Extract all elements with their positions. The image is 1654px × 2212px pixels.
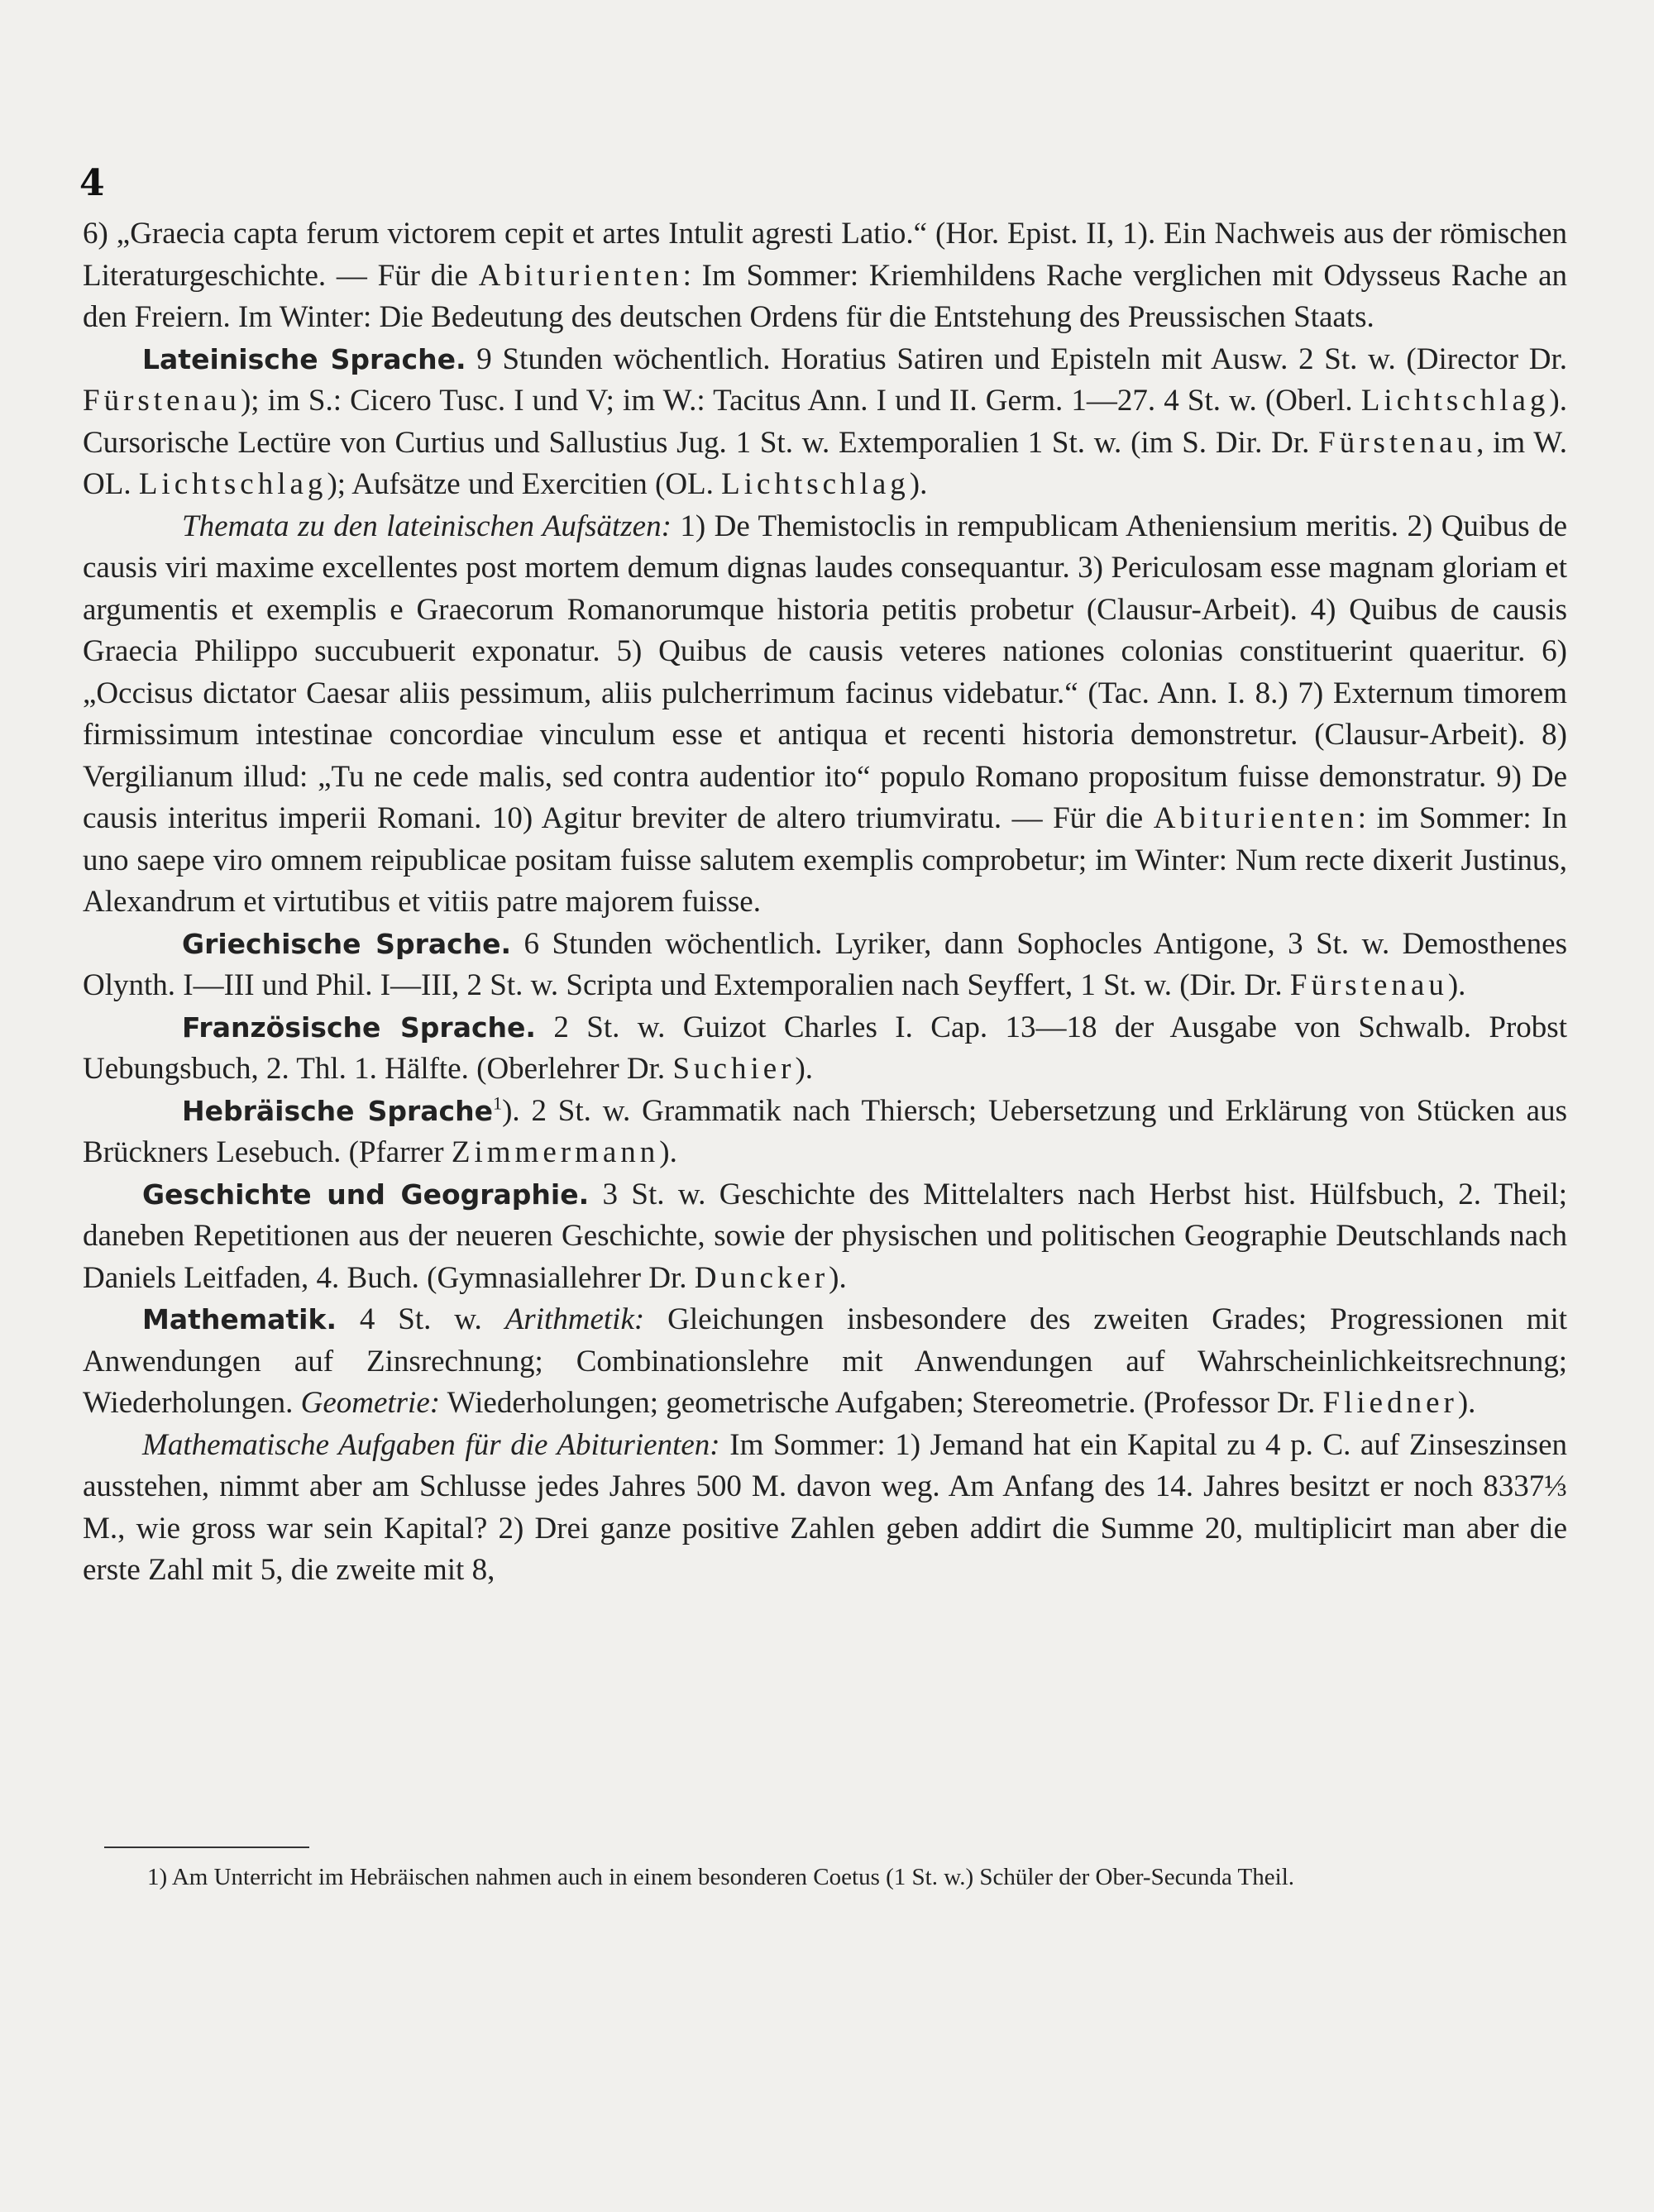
text-run: : Im Sommer: Kriemhildens Rache verglichen mit Odysseus Rache an den Freiern. Im Winter: Die Bedeutung des deutschen Ordens für die Entstehung des Preussischen Staats. xyxy=(83,258,1567,334)
teacher-name: Suchier xyxy=(672,1052,796,1086)
text-run: ). xyxy=(829,1260,847,1295)
paragraph-french xyxy=(83,1007,1567,1091)
paragraph-hebrew: Hebräische Sprache$^1$). 2 St. w. Grammatik nach Thiersch; Uebersetzung und Erklärung von Stücken aus Brückners Lesebuch. (Pfarrer Zimmermann). xyxy=(83,1092,1567,1169)
section-heading-greek: Griechische Sprache. xyxy=(182,927,512,960)
text-run: 3 St. w. Geschichte des Mittelalters nach Herbst hist. Hülfsbuch, 2. Theil; daneben Repetitionen aus der neueren Geschichte, sowie der physischen und politischen Geographie Deutschlands nach Daniels Leitfaden, 4. Buch. (Gymnasiallehrer Dr. xyxy=(83,1177,1567,1295)
text-run: : im Sommer: In uno saepe viro omnem reipublicae positam fuisse salutem exemplis comprobetur; im Winter: Num recte dixerit Justinus, Alexandrum et virtutibus et vitiis patre majorem fuisse. xyxy=(83,801,1568,919)
teacher-name: Duncker xyxy=(694,1260,829,1295)
text-run: ). xyxy=(1447,968,1466,1002)
text-run: 9 Stunden wöchentlich. Horatius Satiren und Episteln mit Ausw. 2 St. w. (Director Dr. xyxy=(466,342,1567,376)
teacher-name: Zimmermann xyxy=(451,1135,660,1169)
text-run: 4 St. w. xyxy=(336,1302,482,1336)
section-heading-french: Französische Sprache. xyxy=(182,1010,536,1044)
italic-label: Geometrie: xyxy=(300,1386,441,1420)
footnote-text xyxy=(106,1856,1566,1898)
text-run: , im W. OL. xyxy=(83,425,1568,501)
section-heading-mathematics: Mathematik. xyxy=(142,1303,337,1335)
text-run: ). xyxy=(659,1135,677,1169)
text-run: ); im S.: Cicero Tusc. I und V; im W.: Tacitus Ann. I und II. Germ. 1—27. 4 St. w. (Oberl. xyxy=(240,384,1353,418)
text-run: Am Unterricht im Hebräischen nahmen auch in einem besonderen Coetus (1 St. w.) Schüler der Ober-Secunda Theil. xyxy=(167,1864,1295,1890)
teacher-name: Fürstenau xyxy=(83,384,241,418)
section-heading-history: Geschichte und Geographie. xyxy=(142,1178,590,1211)
text-run: 6) „Graecia capta ferum victorem cepit et artes Intulit agresti Latio.“ (Hor. Epist. II, 1). Ein Nachweis aus der römischen Literaturgeschichte. — Für die xyxy=(83,217,1567,293)
italic-label: Themata zu den lateinischen Aufsätzen: xyxy=(182,509,672,543)
teacher-name: Lichtschlag xyxy=(138,467,327,501)
paragraph-topic-6 xyxy=(83,213,1567,339)
teacher-name: Lichtschlag xyxy=(721,467,910,501)
text-run: Im Sommer: 1) Jemand hat ein Kapital zu 4 p. C. auf Zinseszinsen ausstehen, nimmt aber am Schlusse jedes Jahres 500 M. davon weg. Am Anfang des 14. Jahres besitzt er noch 8337⅓ M., wie gross war sein Kapital? 2) Drei ganze positive Zahlen geben addirt die Summe 20, multiplicirt man aber die erste Zahl mit 5, die zweite mit 8, xyxy=(83,1427,1567,1587)
teacher-name: Fürstenau xyxy=(1289,968,1448,1002)
text-run: 2 St. w. Guizot Charles I. Cap. 13—18 der Ausgabe von Schwalb. Probst Uebungsbuch, 2. Thl. 1. Hälfte. (Oberlehrer Dr. xyxy=(83,1010,1567,1086)
footnote-mark: 1) xyxy=(147,1864,168,1890)
text-run: Gleichungen insbesondere des zweiten Grades; Progressionen mit Anwendungen auf Zinsrechnung; Combinationslehre mit Anwendungen auf Wahrscheinlichkeitsrechnung; Wiederholungen. xyxy=(83,1302,1568,1420)
footnote-reference: 1 xyxy=(492,1092,503,1114)
paragraph-math-problems xyxy=(83,1425,1567,1592)
text-run: ). Cursorische Lectüre von Curtius und Sallustius Jug. 1 St. w. Extemporalien 1 St. w. (im S. Dir. Dr. xyxy=(83,384,1567,460)
text-run: ). xyxy=(1457,1386,1476,1420)
paragraph-history xyxy=(83,1174,1567,1300)
paragraph-latin-themes xyxy=(83,506,1567,924)
paragraph-latin xyxy=(83,339,1567,506)
paragraph-greek xyxy=(83,924,1567,1007)
text-run: ). xyxy=(909,467,928,501)
text-run: 1) De Themistoclis in rempublicam Atheniensium meritis. 2) Quibus de causis viri maxime excellentes post mortem demum dignas laudes consequantur. 3) Periculosam esse magnam gloriam et argumentis et exemplis e Graecorum Romanorumque historia petitis probetur (Clausur-Arbeit). 4) Quibus de causis Graecia Philippo succubuerit exponatur. 5) Quibus de causis veteres nationes colonias constituerint quaeritur. 6) „Occisus dictator Caesar aliis pessimum, aliis pulcherrimum facinus videbatur.“ (Tac. Ann. I. 8.) 7) Externum timorem firmissimum intestinae concordiae vinculum esse et antiqua et recenti historia demonstretur. (Clausur-Arbeit). 8) Vergilianum illud: „Tu ne cede malis, sed contra audentior ito“ populo Romano propositum fuisse demonstratur. 9) De causis interitus imperii Romani. 10) Agitur breviter de altero triumviratu. — Für die xyxy=(83,509,1567,835)
teacher-name: Fürstenau xyxy=(1318,425,1477,460)
page-number: 4 xyxy=(79,162,105,204)
text-run: 6 Stunden wöchentlich. Lyriker, dann Sophocles Antigone, 3 St. w. Demosthenes Olynth. I—III und Phil. I—III, 2 St. w. Scripta und Extemporalien nach Seyffert, 1 St. w. (Dir. Dr. xyxy=(83,926,1567,1002)
text-run: ); Aufsätze und Exercitien (OL. xyxy=(327,467,714,501)
text-run: . 2 St. w. Grammatik nach Thiersch; Uebersetzung und Erklärung von Stücken aus Brückners Lesebuch. (Pfarrer xyxy=(83,1093,1567,1169)
teacher-name: Fliedner xyxy=(1322,1386,1458,1420)
main-text xyxy=(83,213,1567,1592)
paragraph-mathematics xyxy=(83,1299,1567,1425)
text-run: ). xyxy=(795,1052,814,1086)
italic-label: Mathematische Aufgaben für die Abiturienten: xyxy=(142,1427,720,1462)
spaced-word: Abiturienten xyxy=(1153,801,1358,835)
italic-label: Arithmetik: xyxy=(504,1302,645,1336)
spaced-word: Abiturienten xyxy=(478,258,683,293)
footnote xyxy=(106,1856,1566,1898)
teacher-name: Lichtschlag xyxy=(1360,384,1550,418)
footnote-separator xyxy=(104,1847,309,1848)
section-heading-hebrew: Hebräische Sprache xyxy=(182,1094,493,1127)
section-heading-latin: Lateinische Sprache. xyxy=(142,342,466,375)
text-run: Wiederholungen; geometrische Aufgaben; Stereometrie. (Professor Dr. xyxy=(440,1386,1316,1420)
